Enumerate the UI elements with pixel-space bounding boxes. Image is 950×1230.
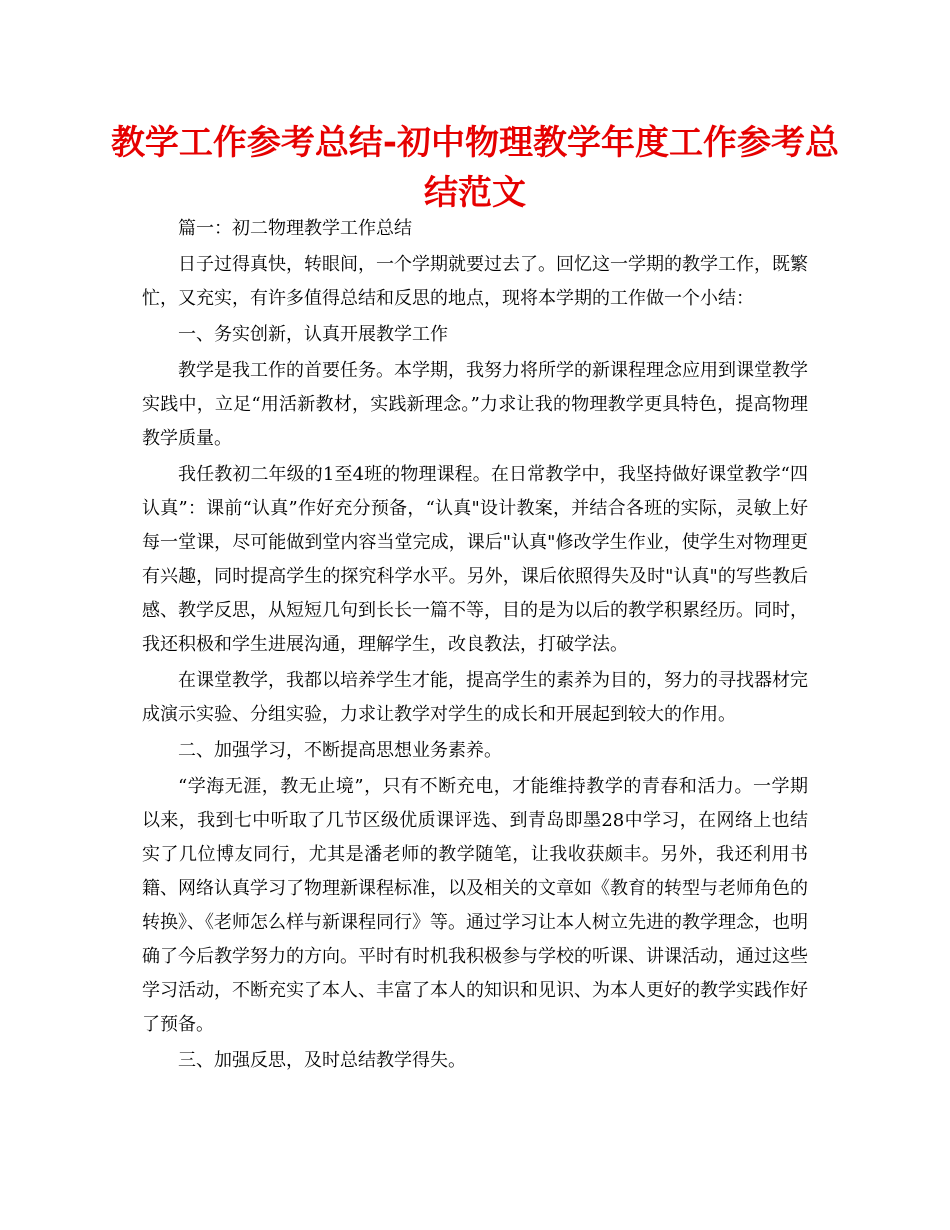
- section-heading: 二、加强学习，不断提高思想业务素养。: [178, 740, 502, 761]
- document-body: [142, 212, 808, 1080]
- document-title: 教学工作参考总结-初中物理教学年度工作参考总结范文: [110, 123, 840, 213]
- section-heading: 三、加强反思，及时总结教学得失。: [178, 1050, 466, 1071]
- section-heading: 篇一：初二物理教学工作总结: [178, 218, 412, 239]
- paragraph: 日子过得真快，转眼间，一个学期就要过去了。回忆这一学期的教学工作，既繁忙，又充实，有许多值得总结和反思的地点，现将本学期的工作做一个小结：: [142, 254, 808, 309]
- paragraph: 我任教初二年级的1至4班的物理课程。在日常教学中，我坚持做好课堂教学“四认真”：课前“认真”作好充分预备，“认真"设计教案，并结合各班的实际，灵敏上好每一堂课，尽可能做到堂内容当堂完成，课后"认真"修改学生作业，使学生对物理更有兴趣，同时提高学生的探究科学水平。另外，课后依照得失及时"认真"的写些教后感、教学反思，从短短几句到长长一篇不等，目的是为以后的教学积累经历。同时，我还积极和学生进展沟通，理解学生，改良教法，打破学法。: [142, 464, 808, 655]
- section-heading: 一、务实创新，认真开展教学工作: [178, 324, 448, 345]
- paragraph: “学海无涯，教无止境”，只有不断充电，才能维持教学的青春和活力。一学期以来，我到七中听取了几节区级优质课评选、到青岛即墨28中学习，在网络上也结实了几位博友同行，尤其是潘老师的教学随笔，让我收获颇丰。另外，我还利用书籍、网络认真学习了物理新课程标准，以及相关的文章如《教育的转型与老师角色的转换》、《老师怎么样与新课程同行》等。通过学习让本人树立先进的教学理念，也明确了今后教学努力的方向。平时有时机我积极参与学校的听课、讲课活动，通过这些学习活动，不断充实了本人、丰富了本人的知识和见识、为本人更好的教学实践作好了预备。: [142, 776, 808, 1035]
- paragraph: 教学是我工作的首要任务。本学期，我努力将所学的新课程理念应用到课堂教学实践中，立足“用活新教材，实践新理念。”力求让我的物理教学更具特色，提高物理教学质量。: [142, 360, 808, 449]
- paragraph: 在课堂教学，我都以培养学生才能，提高学生的素养为目的，努力的寻找器材完成演示实验、分组实验，力求让教学对学生的成长和开展起到较大的作用。: [142, 670, 808, 725]
